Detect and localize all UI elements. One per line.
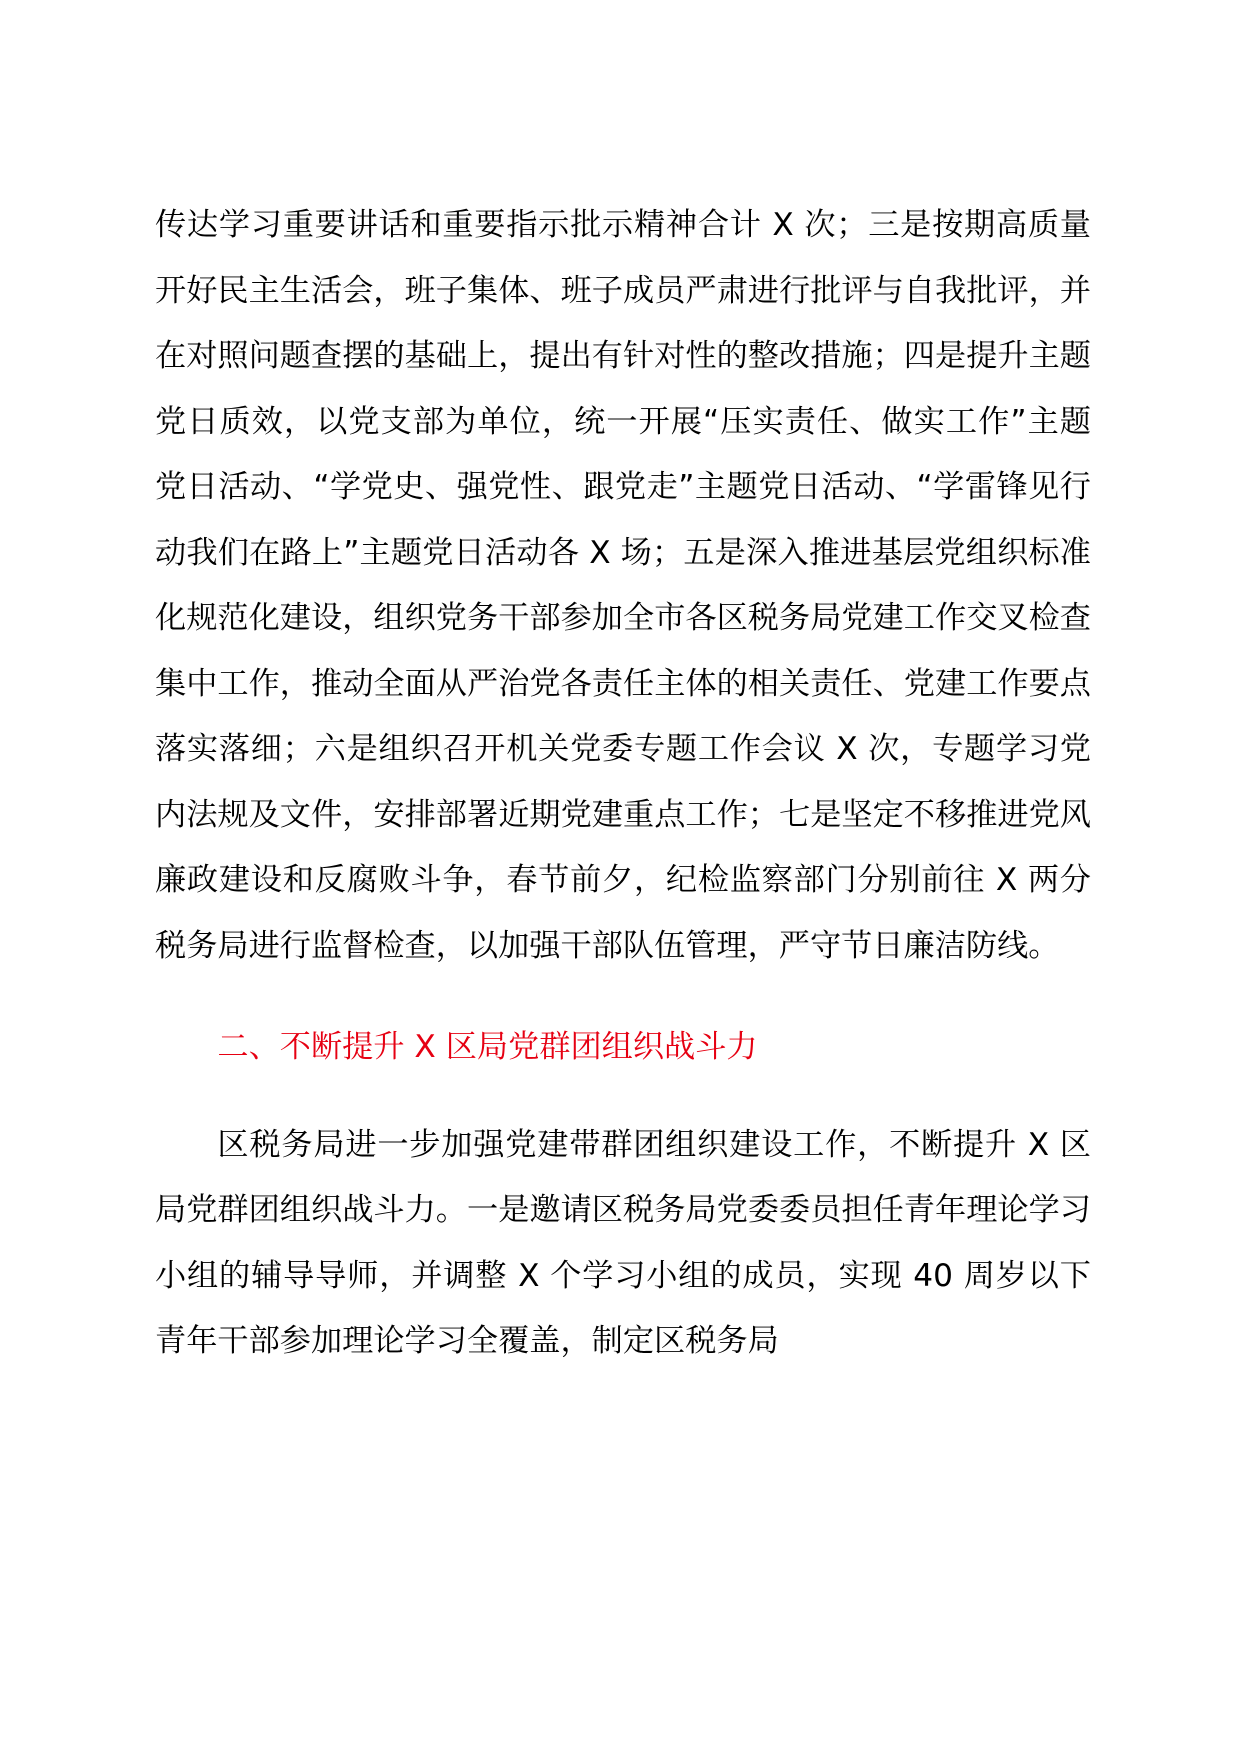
section-heading: 二、不断提升 X 区局党群团组织战斗力: [217, 1029, 758, 1065]
document-page: [155, 193, 1091, 1375]
body-paragraph-continued: 传达学习重要讲话和重要指示批示精神合计 X 次；三是按期高质量开好民主生活会，班子集体、班子成员严肃进行批评与自我批评，并在对照问题查摆的基础上，提出有针对性的整改措施；四是提升主题党日质效，以党支部为单位，统一开展“压实责任、做实工作”主题党日活动、“学党史、强党性、跟党走”主题党日活动、“学雷锋见行动我们在路上”主题党日活动各 X 场；五是深入推进基层党组织标准化规范化建设，组织党务干部参加全市各区税务局党建工作交叉检查集中工作，推动全面从严治党各责任主体的相关责任、党建工作要点落实落细；六是组织召开机关党委专题工作会议 X 次，专题学习党内法规及文件，安排部署近期党建重点工作；七是坚定不移推进党风廉政建设和反腐败斗争，春节前夕，纪检监察部门分别前往 X 两分税务局进行监督检查，以加强干部队伍管理，严守节日廉洁防线。: [155, 207, 1091, 964]
body-paragraph-new: 区税务局进一步加强党建带群团组织建设工作，不断提升 X 区局党群团组织战斗力。一是邀请区税务局党委委员担任青年理论学习小组的辅导导师，并调整 X 个学习小组的成员，实现 40 周岁以下青年干部参加理论学习全覆盖，制定区税务局: [155, 1126, 1091, 1359]
